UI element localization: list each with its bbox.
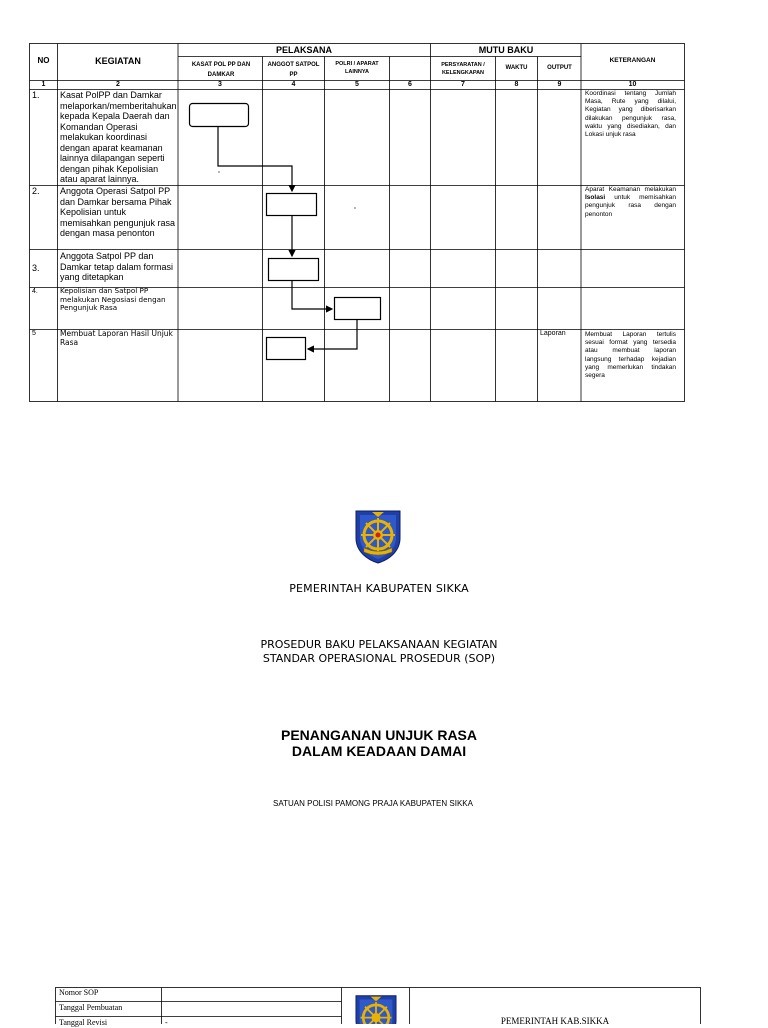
flowchart xyxy=(0,0,768,420)
row-1-keterangan: Koordinasi tentang Jumlah Masa, Rute yang dilalui, Kegiatan yang diberisarkan dilakukan pengunjuk rasa, waktu yang disediakan, dan Lokasi unjuk rasa xyxy=(585,90,676,139)
flow-arrow-3-4 xyxy=(292,281,332,309)
cover-subtitle-line2: STANDAR OPERASIONAL PROSEDUR (SOP) xyxy=(262,652,496,665)
cover-subtitle-line1: PROSEDUR BAKU PELAKSANAAN KEGIATAN xyxy=(260,638,498,651)
info-emblem xyxy=(352,993,400,1024)
row-1-no: 1. xyxy=(32,90,40,100)
row-5-output: Laporan xyxy=(540,330,566,337)
header-anggot: ANGGOT SATPOL PP xyxy=(267,62,320,78)
header-polri: POLRI / APARAT LAINNYA xyxy=(335,61,379,75)
col-number-7: 7 xyxy=(461,81,465,88)
header-kasat: KASAT POL PP DAN DAMKAR xyxy=(191,62,251,78)
row-2-keterangan: Aparat Keamanan melakukan Isolasi untuk memisahkan pengunjuk rasa dengan penonton xyxy=(585,186,676,218)
cover-unit: SATUAN POLISI PAMONG PRAJA KABUPATEN SIKKA xyxy=(273,799,473,808)
row-3-kegiatan: Anggota Satpol PP dan Damkar tetap dalam formasi yang ditetapkan xyxy=(60,251,174,282)
row-4-no: 4. xyxy=(32,288,38,295)
col-number-8: 8 xyxy=(514,81,519,88)
header-waktu: WAKTU xyxy=(505,65,528,71)
row-2-kegiatan: Anggota Operasi Satpol PP dan Damkar bersama Pihak Kepolisian untuk memisahkan pengunjuk rasa dengan masa penonton xyxy=(60,186,176,238)
row-5-keterangan: Membuat Laporan tertulis sesuai format yang tersedia atau membuat laporan langsung terhadap kejadian yang memerlukan tindakan segera xyxy=(585,331,676,380)
cover-title-line1: PENANGANAN UNJUK RASA xyxy=(280,727,477,743)
flow-arrow-4-5 xyxy=(308,320,357,349)
row-1-kegiatan: Kasat PolPP dan Damkar melaporkan/memberitahukan kepada Kepala Daerah dan Komandan Operasi melakukan koordinasi dengan aparat keamanan lainnya dilapangan seperti dengan pihak Kepolisian atau aparat lainnya. xyxy=(60,90,177,184)
col-number-1: 1 xyxy=(41,81,46,88)
kabupaten-emblem xyxy=(352,508,404,564)
col-number-3: 3 xyxy=(218,81,222,88)
header-persyaratan: PERSYARATAN / KELENGKAPAN xyxy=(441,62,485,76)
col-number-4: 4 xyxy=(291,81,296,88)
flow-arrow-1-2 xyxy=(218,127,292,191)
info-government: PEMERINTAH KAB.SIKKA xyxy=(500,1016,610,1026)
info-value-tanggal-revisi: - xyxy=(165,1018,168,1027)
flow-step-2-box xyxy=(267,194,317,216)
row-4-kegiatan: Kepolisian dan Satpol PP melakukan Negosiasi dengan Pengunjuk Rasa xyxy=(60,286,166,312)
cover-title-line2: DALAM KEADAAN DAMAI xyxy=(291,743,467,759)
col-number-2: 2 xyxy=(116,81,120,88)
info-label-tanggal-revisi: Tanggal Revisi xyxy=(59,1018,108,1027)
row-3-no: 3. xyxy=(32,263,40,273)
header-no: NO xyxy=(37,56,50,65)
header-output: OUTPUT xyxy=(547,65,572,71)
col-number-5: 5 xyxy=(355,81,359,88)
col-number-10: 10 xyxy=(628,81,637,88)
row-2-no: 2. xyxy=(32,186,40,196)
header-mutu-baku: MUTU BAKU xyxy=(478,45,534,55)
col-number-6: 6 xyxy=(408,81,412,88)
header-kegiatan: KEGIATAN xyxy=(95,56,141,66)
row-5-kegiatan: Membuat Laporan Hasil Unjuk Rasa xyxy=(60,329,173,347)
header-pelaksana: PELAKSANA xyxy=(275,45,332,55)
row-5-no: 5 xyxy=(32,330,36,337)
info-label-tanggal-pembuatan: Tanggal Pembuatan xyxy=(59,1003,123,1012)
col-number-9: 9 xyxy=(557,81,562,88)
flow-step-4-box xyxy=(335,298,381,320)
flow-step-5-box xyxy=(267,338,306,360)
info-label-nomor: Nomor SOP xyxy=(59,988,99,997)
header-keterangan: KETERANGAN xyxy=(609,57,656,64)
flow-step-3-box xyxy=(269,259,319,281)
cover-government: PEMERINTAH KABUPATEN SIKKA xyxy=(289,582,469,595)
flow-step-1-box xyxy=(190,104,249,127)
